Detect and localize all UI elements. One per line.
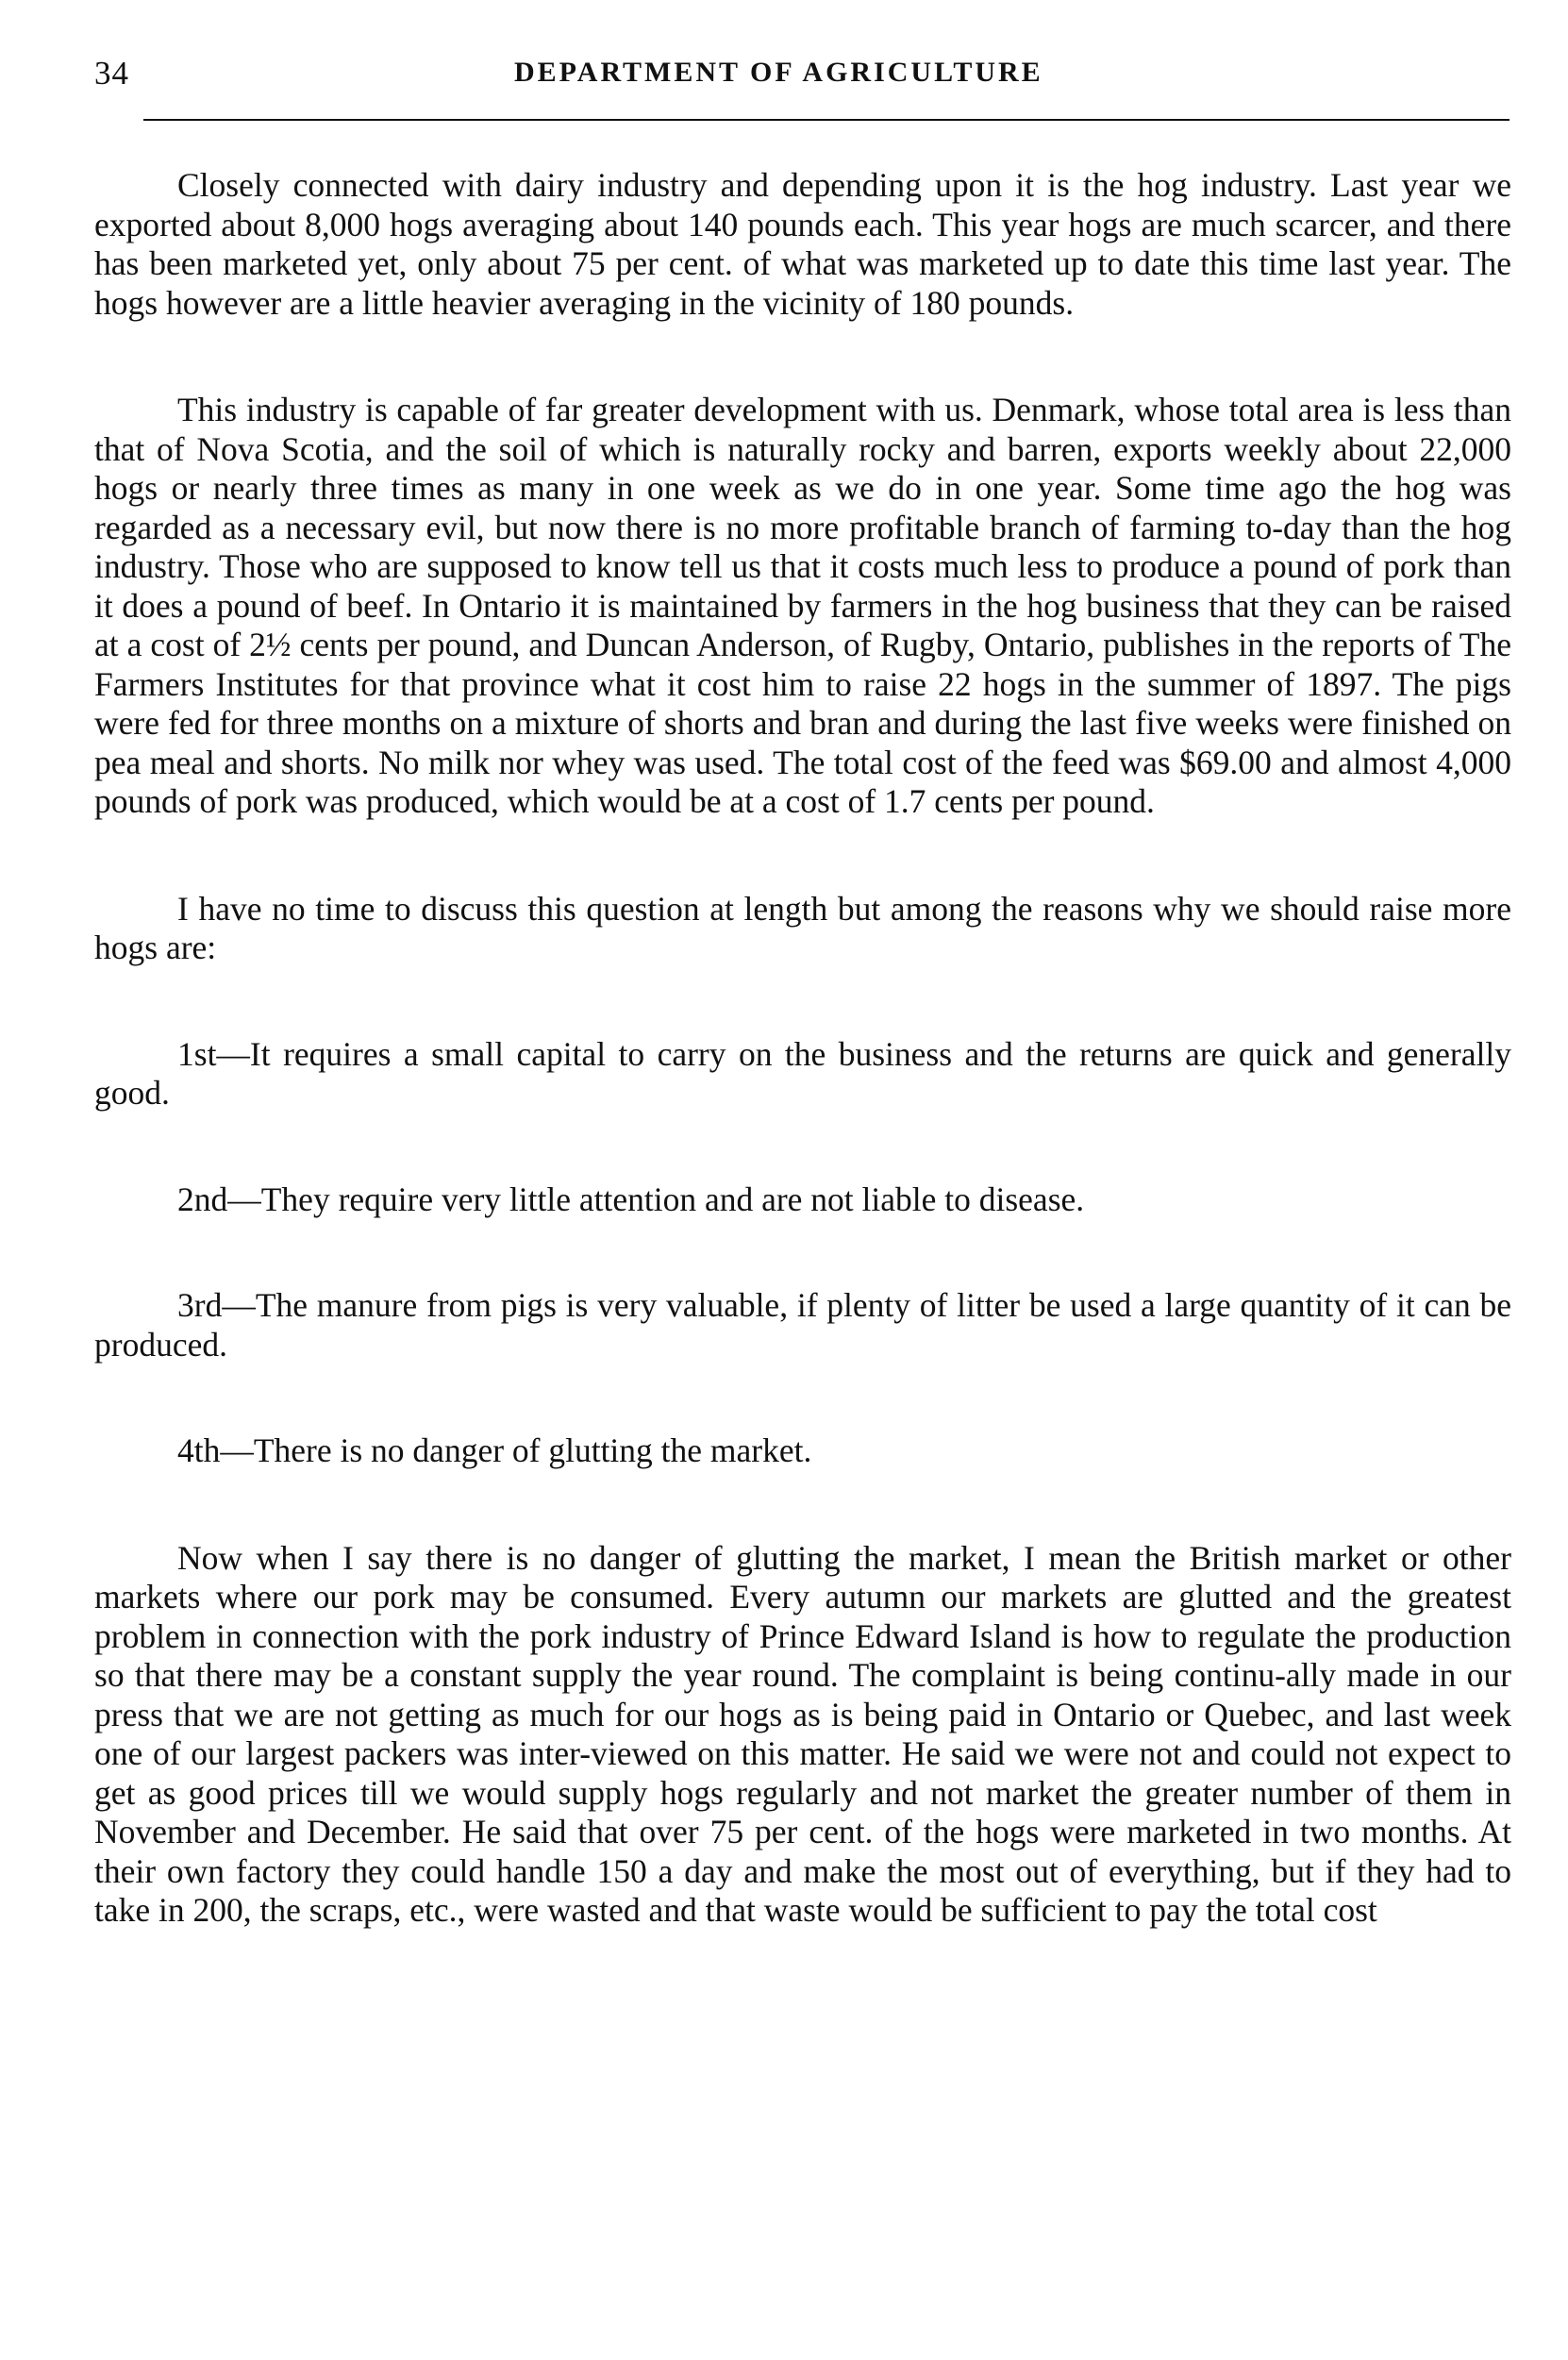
- paragraph-development: This industry is capable of far greater development with us. Denmark, whose total area is less than that of Nova Scotia, and the soil of which is naturally rocky and barren, exports weekly about 22,000 hogs or nearly three times as many in one week as we do in one year. Some time ago the hog was regarded as a necessary evil, but now there is no more profitable branch of farming to-day than the hog industry. Those who are supposed to know tell us that it costs much less to produce a pound of pork than it does a pound of beef. In Ontario it is maintained by farmers in the hog business that they can be raised at a cost of 2½ cents per pound, and Duncan Anderson, of Rugby, Ontario, publishes in the reports of The Farmers Institutes for that province what it cost him to raise 22 hogs in the summer of 1897. The pigs were fed for three months on a mixture of shorts and bran and during the last five weeks were finished on pea meal and shorts. No milk nor whey was used. The total cost of the feed was $69.00 and almost 4,000 pounds of pork was produced, which would be at a cost of 1.7 cents per pound.: [94, 391, 1511, 820]
- paragraph-market: Now when I say there is no danger of glutting the market, I mean the British market or other markets where our pork may be consumed. Every autumn our markets are glutted and the greatest problem in connection with the pork industry of Prince Edward Island is how to regulate the production so that there may be a constant supply the year round. The complaint is being continu-ally made in our press that we are not getting as much for our hogs as is being paid in Ontario or Quebec, and last week one of our largest packers was inter-viewed on this matter. He said we were not and could not expect to get as good prices till we would supply hogs regularly and not market the greater number of them in November and December. He said that over 75 per cent. of the hogs were marketed in two months. At their own factory they could handle 150 a day and make the most out of everything, but if they had to take in 200, the scraps, etc., were wasted and that waste would be sufficient to pay the total cost: [94, 1538, 1511, 1929]
- page-number: 34: [94, 55, 129, 92]
- list-item-reason-3: 3rd—The manure from pigs is very valuable, if plenty of litter be used a large quantity of it can be produced.: [94, 1286, 1511, 1364]
- list-item-reason-1: 1st—It requires a small capital to carry on the business and the returns are quick and generally good.: [94, 1034, 1511, 1112]
- running-head: [94, 49, 1510, 106]
- paragraph-hog-industry: Closely connected with dairy industry and depending upon it is the hog industry. Last year we exported about 8,000 hogs averaging about 140 pounds each. This year hogs are much scarcer, and there has been marketed yet, only about 75 per cent. of what was marketed up to date this time last year. The hogs however are a little heavier averaging in the vicinity of 180 pounds.: [94, 166, 1511, 322]
- running-title: DEPARTMENT OF AGRICULTURE: [514, 57, 1043, 88]
- header-rule: [143, 119, 1510, 121]
- body-text: [94, 166, 1511, 1931]
- list-item-reason-2: 2nd—They require very little attention and are not liable to disease.: [177, 1180, 1085, 1218]
- paragraph-reasons-intro: I have no time to discuss this question at length but among the reasons why we should raise more hogs are:: [94, 889, 1511, 966]
- list-item-reason-4: 4th—There is no danger of glutting the market.: [177, 1431, 812, 1469]
